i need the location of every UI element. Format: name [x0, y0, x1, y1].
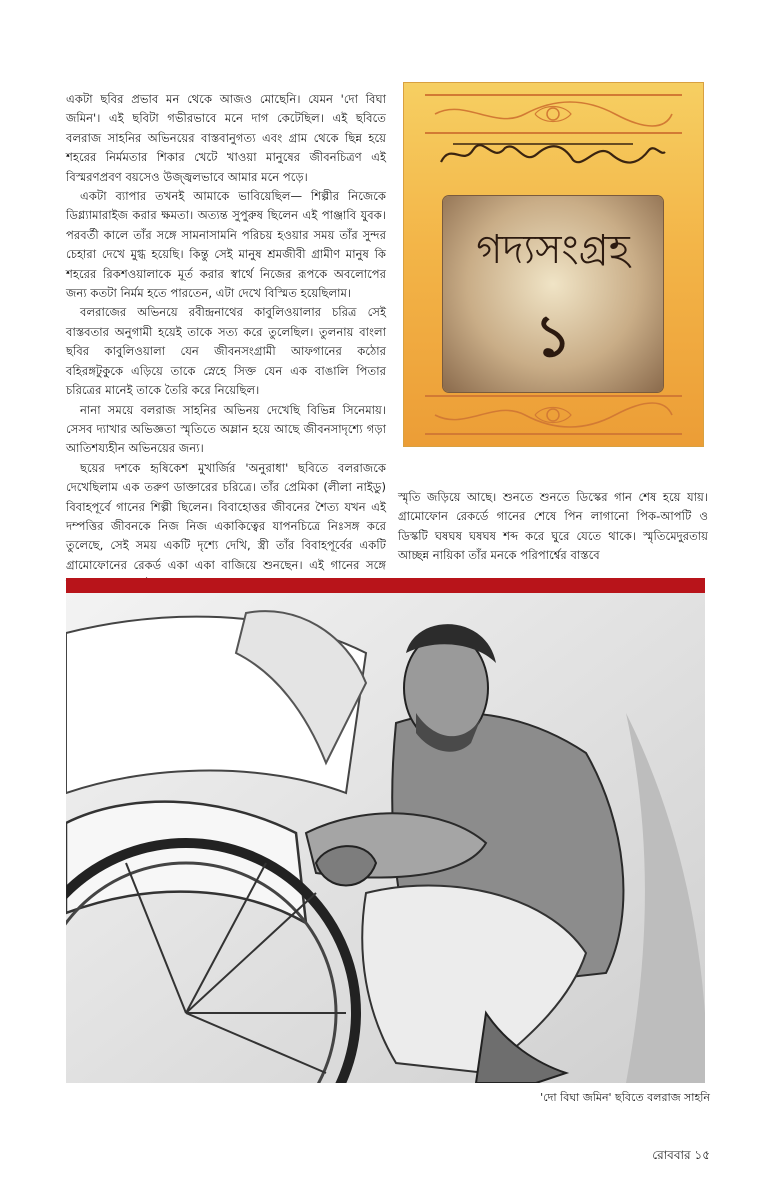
article-column-left	[66, 90, 386, 595]
article-paragraph: নানা সময়ে বলরাজ সাহনির অভিনয় দেখেছি বিভিন্ন সিনেমায়। সেসব দ্যাখার অভিজ্ঞতা স্মৃতিতে অম্লান হয়ে আছে জীবনসাদৃশ্যে গড়া আতিশয্যহীন অভিনয়ের জন্য।	[66, 402, 386, 456]
book-volume: ১	[534, 302, 572, 370]
article-paragraph: একটা ব্যাপার তখনই আমাকে ভাবিয়েছিল— শিল্পীর নিজেকে ডিগ্ল্যামারাইজ করার ক্ষমতা। অত্যন্ত সুপুরুষ ছিলেন এই পাঞ্জাবি যুবক। পরবর্তী কালে তাঁর সঙ্গে সামনাসামনি পরিচয় হওয়ার সময় তাঁর সুন্দর চেহারা দেখে মুগ্ধ হয়েছি। কিন্তু সেই মানুষ শ্রমজীবী গ্রামীণ মানুষ কি শহরের রিকশওয়ালাকে মূর্ত করার স্বার্থে নিজের রূপকে অবলোপের জন্য কতটা নির্মম হতে পারতেন, এটা দেখে বিস্মিত হয়েছিলাম।	[66, 189, 386, 301]
cover-title-panel	[443, 196, 663, 392]
article-column-right	[398, 488, 708, 566]
book-title: গদ্যসংগ্রহ	[476, 227, 630, 273]
photo-caption: 'দো বিঘা জমিন' ছবিতে বলরাজ সাহনি	[540, 1091, 710, 1104]
article-paragraph: ছয়ের দশকে হৃষিকেশ মুখার্জির 'অনুরাধা' ছবিতে বলরাজকে দেখেছিলাম এক তরুণ ডাক্তারের চরিত্রে। তাঁর প্রেমিকা (লীলা নাইডু) বিবাহপূর্বে গানের শিল্পী ছিলেন। বিবাহোত্তর জীবনের শৈত্য যখন এই দম্পত্তির জীবনকে নিজ নিজ একাকিত্বের যাপনচিত্রে নিঃসঙ্গ করে তুলেছে, সেই সময় একটি দৃশ্যে দেখি, স্ত্রী তাঁর বিবাহপূর্বের একটি গ্রামোফোনের রেকর্ড একা একা বাজিয়ে শুনছেন। এই গানের সঙ্গে	[66, 460, 386, 572]
article-paragraph: স্মৃতি জড়িয়ে আছে। শুনতে শুনতে ডিস্কের গান শেষ হয়ে যায়। গ্রামোফোন রেকর্ডে গানের শেষে পিন লাগানো পিক-আপটি ও ডিস্কটি ঘষঘষ ঘষঘষ শব্দ করে ঘুরে যেতে থাকে। স্মৃতিমেদুরতায় আচ্ছন্ন নায়িকা তাঁর মনকে পরিপার্শ্বের বাস্তবে	[398, 490, 708, 563]
cover-ornament-top	[425, 94, 682, 134]
article-paragraph: একটা ছবির প্রভাব মন থেকে আজও মোছেনি। যেমন 'দো বিঘা জমিন'। এই ছবিটা গভীরভাবে মনে দাগ কেটেছিল। এই ছবিতে বলরাজ সাহনির অভিনয়ের বাস্তবানুগত্য এবং গ্রাম থেকে ছিন্ন হয়ে শহরের নির্মমতার শিকার খেটে খাওয়া মানুষের জীবনচিত্রণ এই বিস্মরণপ্রবণ বয়সেও উজ্জ্বলভাবে আমার মনে পড়ে।	[66, 92, 386, 184]
author-signature	[433, 136, 673, 174]
article-paragraph: বলরাজের অভিনয়ে রবীন্দ্রনাথের কাবুলিওয়ালার চরিত্র সেই বাস্তবতার অনুগামী হয়েই তাকে সত্য করে তুলেছিল। তুলনায় বাংলা ছবির কাবুলিওয়ালা যেন জীবনসংগ্রামী আফগানের কঠোর বহিরঙ্গটুকুকে এড়িয়ে তাকে স্নেহে সিক্ত যেন এক বাঙালি পিতার চরিত্রের মানেই তাকে তৈরি করে নিয়েছিল।	[66, 305, 386, 398]
section-divider	[66, 578, 705, 593]
page-folio: রোববার ১৫	[652, 1148, 710, 1162]
cover-ornament-bottom	[425, 395, 682, 435]
film-still-photo	[66, 593, 705, 1083]
book-cover-image	[403, 82, 704, 447]
